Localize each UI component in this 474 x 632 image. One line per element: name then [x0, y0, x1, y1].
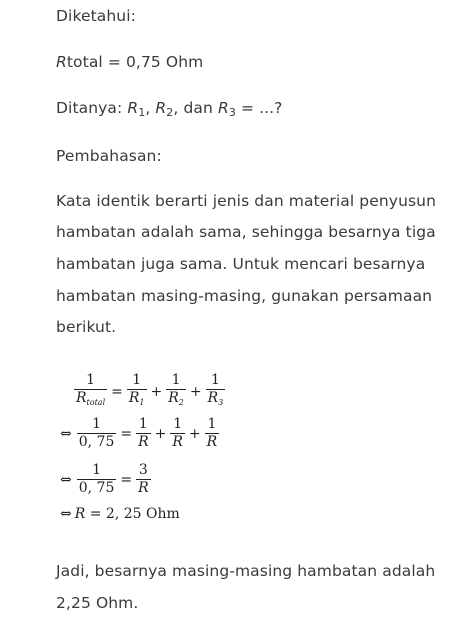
rtotal-symbol: R [56, 53, 67, 71]
fraction-1-over-r: $\frac{1}{R}$ [138, 416, 149, 450]
equation-row-3 [60, 462, 153, 497]
paragraph-line-3: hambatan juga sama. Untuk mencari besarnya [56, 255, 426, 273]
ditanya-suffix: = ...? [235, 99, 283, 117]
equals-sign: = [111, 383, 123, 400]
equals-sign: = [120, 471, 133, 488]
equation-row-1 [72, 372, 227, 411]
r2-symbol: R [155, 99, 167, 117]
given-rtotal [56, 52, 203, 72]
equivalence-arrow: ⇔ [60, 425, 72, 442]
separator-2: , dan [173, 99, 218, 117]
equation-row-4 [60, 506, 180, 522]
equation-row-2 [60, 416, 221, 451]
fraction-1-over-r: $\frac{1}{R}$ [172, 416, 183, 450]
paragraph-line-1: Kata identik berarti jenis dan material penyusun [56, 192, 437, 210]
r1-symbol: R [127, 99, 139, 117]
equals-sign: = [120, 425, 133, 442]
fraction-1-over-r: $\frac{1}{R}$ [206, 416, 218, 450]
rtotal-value: total = 0,75 Ohm [66, 53, 204, 71]
paragraph-line-4: hambatan masing-masing, gunakan persamaan [56, 287, 433, 305]
plus-sign: + [189, 383, 202, 400]
plus-sign: + [154, 425, 167, 442]
r1-subscript: 1 [138, 106, 146, 119]
r2-subscript: 2 [166, 106, 174, 119]
plus-sign: + [188, 425, 201, 442]
r3-symbol: R [217, 99, 229, 117]
conclusion-line-1: Jadi, besarnya masing-masing hambatan adalah [56, 562, 436, 580]
paragraph-line-5: berikut. [56, 318, 117, 336]
paragraph-line-2: hambatan adalah sama, sehingga besarnya tiga [56, 223, 436, 241]
question-ditanya [56, 98, 283, 118]
final-result: R = 2, 25 Ohm [74, 506, 180, 522]
equivalence-arrow: ⇔ [60, 471, 72, 488]
r3-subscript: 3 [228, 106, 236, 119]
fraction-1-over-075: $\frac{1}{0, 75}$ [78, 416, 115, 450]
separator-1: , [145, 99, 156, 117]
plus-sign: + [150, 383, 163, 400]
equivalence-arrow: ⇔ [60, 506, 72, 522]
fraction-1-over-r2: $\frac{1}{R_2}$ [168, 372, 184, 407]
heading-diketahui: Diketahui: [56, 7, 136, 25]
fraction-1-over-r3: $\frac{1}{R_3}$ [207, 372, 224, 407]
conclusion-line-2: 2,25 Ohm. [56, 594, 139, 612]
heading-pembahasan: Pembahasan: [56, 147, 162, 165]
ditanya-label: Ditanya: [56, 99, 128, 117]
fraction-1-over-rtotal: $\frac{1}{R_{total}}$ [76, 372, 106, 407]
fraction-1-over-075: $\frac{1}{0, 75}$ [78, 462, 115, 496]
fraction-1-over-r1: $\frac{1}{R_1}$ [128, 372, 145, 407]
fraction-3-over-r: $\frac{3}{R}$ [138, 462, 149, 496]
